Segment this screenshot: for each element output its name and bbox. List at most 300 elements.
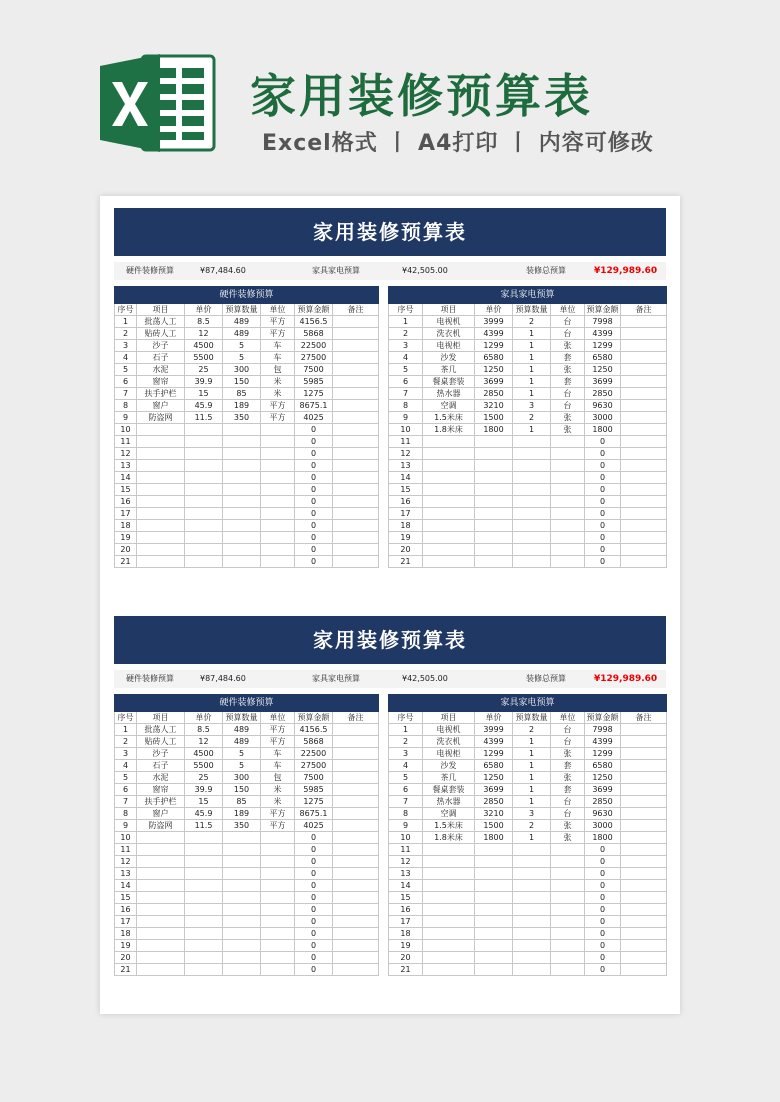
cell-note[interactable]: [621, 784, 667, 796]
cell-item[interactable]: 防盗网: [137, 412, 185, 424]
cell-item[interactable]: 空调: [423, 400, 475, 412]
cell-amount[interactable]: 0: [585, 868, 621, 880]
cell-item[interactable]: [137, 520, 185, 532]
cell-quantity[interactable]: [223, 532, 261, 544]
cell-row-number[interactable]: 16: [389, 904, 423, 916]
cell-unit-price[interactable]: 45.9: [185, 808, 223, 820]
cell-note[interactable]: [333, 904, 379, 916]
cell-note[interactable]: [333, 400, 379, 412]
cell-amount[interactable]: 1800: [585, 832, 621, 844]
cell-quantity[interactable]: 150: [223, 376, 261, 388]
cell-unit[interactable]: 米: [261, 376, 295, 388]
cell-unit[interactable]: [551, 508, 585, 520]
cell-unit-price[interactable]: 45.9: [185, 400, 223, 412]
cell-unit[interactable]: [261, 928, 295, 940]
cell-quantity[interactable]: [513, 952, 551, 964]
cell-unit-price[interactable]: [475, 964, 513, 976]
cell-unit-price[interactable]: [185, 916, 223, 928]
cell-quantity[interactable]: 1: [513, 352, 551, 364]
cell-amount[interactable]: 7998: [585, 316, 621, 328]
cell-note[interactable]: [621, 412, 667, 424]
cell-unit[interactable]: [261, 436, 295, 448]
cell-amount[interactable]: 0: [585, 520, 621, 532]
cell-note[interactable]: [621, 532, 667, 544]
cell-note[interactable]: [621, 892, 667, 904]
cell-item[interactable]: [137, 556, 185, 568]
cell-unit[interactable]: 米: [261, 388, 295, 400]
cell-amount[interactable]: 8675.1: [295, 400, 333, 412]
cell-unit[interactable]: 张: [551, 820, 585, 832]
cell-unit-price[interactable]: 4399: [475, 736, 513, 748]
cell-quantity[interactable]: 300: [223, 772, 261, 784]
cell-row-number[interactable]: 10: [115, 832, 137, 844]
cell-amount[interactable]: 5985: [295, 784, 333, 796]
cell-row-number[interactable]: 20: [389, 544, 423, 556]
cell-amount[interactable]: 1299: [585, 340, 621, 352]
cell-row-number[interactable]: 17: [115, 916, 137, 928]
cell-unit[interactable]: 平方: [261, 736, 295, 748]
cell-unit[interactable]: 张: [551, 424, 585, 436]
cell-amount[interactable]: 0: [585, 892, 621, 904]
cell-note[interactable]: [621, 388, 667, 400]
cell-item[interactable]: [423, 940, 475, 952]
cell-unit[interactable]: [551, 892, 585, 904]
cell-unit-price[interactable]: 1250: [475, 364, 513, 376]
cell-row-number[interactable]: 18: [389, 520, 423, 532]
cell-amount[interactable]: 4156.5: [295, 724, 333, 736]
cell-quantity[interactable]: 189: [223, 400, 261, 412]
cell-row-number[interactable]: 2: [389, 736, 423, 748]
cell-quantity[interactable]: [513, 880, 551, 892]
cell-amount[interactable]: 1800: [585, 424, 621, 436]
cell-amount[interactable]: 9630: [585, 400, 621, 412]
cell-quantity[interactable]: [513, 508, 551, 520]
cell-item[interactable]: 石子: [137, 760, 185, 772]
cell-note[interactable]: [333, 532, 379, 544]
cell-amount[interactable]: 0: [585, 532, 621, 544]
cell-row-number[interactable]: 9: [115, 820, 137, 832]
cell-note[interactable]: [621, 544, 667, 556]
cell-quantity[interactable]: [223, 460, 261, 472]
cell-item[interactable]: 批荡人工: [137, 316, 185, 328]
cell-amount[interactable]: 0: [585, 484, 621, 496]
cell-unit-price[interactable]: [475, 520, 513, 532]
cell-amount[interactable]: 4399: [585, 736, 621, 748]
cell-amount[interactable]: 0: [295, 892, 333, 904]
cell-unit[interactable]: [261, 484, 295, 496]
cell-unit[interactable]: [551, 448, 585, 460]
cell-quantity[interactable]: 2: [513, 820, 551, 832]
cell-row-number[interactable]: 15: [115, 892, 137, 904]
cell-amount[interactable]: 0: [295, 460, 333, 472]
cell-note[interactable]: [621, 472, 667, 484]
cell-row-number[interactable]: 12: [115, 856, 137, 868]
cell-quantity[interactable]: 300: [223, 364, 261, 376]
cell-unit-price[interactable]: [185, 928, 223, 940]
cell-quantity[interactable]: [223, 424, 261, 436]
cell-unit[interactable]: [261, 892, 295, 904]
cell-unit-price[interactable]: 1500: [475, 412, 513, 424]
cell-unit-price[interactable]: 5500: [185, 760, 223, 772]
cell-note[interactable]: [621, 940, 667, 952]
cell-unit-price[interactable]: [475, 844, 513, 856]
cell-amount[interactable]: 0: [295, 952, 333, 964]
cell-amount[interactable]: 1275: [295, 796, 333, 808]
cell-unit-price[interactable]: 11.5: [185, 820, 223, 832]
cell-unit[interactable]: [551, 844, 585, 856]
cell-item[interactable]: [137, 436, 185, 448]
cell-unit-price[interactable]: 4500: [185, 748, 223, 760]
cell-amount[interactable]: 0: [585, 964, 621, 976]
cell-unit-price[interactable]: 3210: [475, 400, 513, 412]
cell-row-number[interactable]: 5: [115, 364, 137, 376]
cell-row-number[interactable]: 4: [389, 352, 423, 364]
cell-item[interactable]: 防盗网: [137, 820, 185, 832]
cell-note[interactable]: [621, 844, 667, 856]
cell-item[interactable]: 空调: [423, 808, 475, 820]
cell-note[interactable]: [621, 808, 667, 820]
cell-item[interactable]: [137, 868, 185, 880]
cell-note[interactable]: [333, 496, 379, 508]
cell-amount[interactable]: 0: [585, 952, 621, 964]
cell-amount[interactable]: 22500: [295, 748, 333, 760]
cell-unit-price[interactable]: [185, 520, 223, 532]
cell-quantity[interactable]: 2: [513, 412, 551, 424]
cell-row-number[interactable]: 18: [115, 928, 137, 940]
cell-amount[interactable]: 0: [585, 472, 621, 484]
cell-quantity[interactable]: 1: [513, 388, 551, 400]
cell-quantity[interactable]: 5: [223, 352, 261, 364]
cell-unit[interactable]: 台: [551, 736, 585, 748]
cell-unit-price[interactable]: [475, 448, 513, 460]
cell-quantity[interactable]: [223, 844, 261, 856]
cell-unit-price[interactable]: [475, 460, 513, 472]
cell-amount[interactable]: 3000: [585, 412, 621, 424]
cell-unit[interactable]: 车: [261, 352, 295, 364]
cell-unit-price[interactable]: 8.5: [185, 316, 223, 328]
cell-amount[interactable]: 1250: [585, 364, 621, 376]
cell-unit-price[interactable]: 1250: [475, 772, 513, 784]
cell-note[interactable]: [621, 328, 667, 340]
cell-unit[interactable]: [551, 964, 585, 976]
cell-unit-price[interactable]: 39.9: [185, 784, 223, 796]
cell-amount[interactable]: 0: [295, 832, 333, 844]
cell-quantity[interactable]: [223, 436, 261, 448]
cell-item[interactable]: 批荡人工: [137, 724, 185, 736]
cell-item[interactable]: [137, 448, 185, 460]
cell-unit[interactable]: 米: [261, 796, 295, 808]
cell-unit-price[interactable]: [475, 436, 513, 448]
cell-amount[interactable]: 2850: [585, 796, 621, 808]
cell-note[interactable]: [333, 448, 379, 460]
cell-unit[interactable]: 平方: [261, 808, 295, 820]
cell-quantity[interactable]: [223, 856, 261, 868]
cell-row-number[interactable]: 19: [115, 532, 137, 544]
cell-quantity[interactable]: [223, 520, 261, 532]
cell-unit[interactable]: [551, 916, 585, 928]
cell-row-number[interactable]: 7: [389, 388, 423, 400]
cell-row-number[interactable]: 12: [389, 448, 423, 460]
cell-quantity[interactable]: 350: [223, 820, 261, 832]
cell-note[interactable]: [621, 556, 667, 568]
cell-item[interactable]: [137, 964, 185, 976]
cell-unit-price[interactable]: [185, 424, 223, 436]
cell-unit[interactable]: [551, 520, 585, 532]
cell-item[interactable]: [423, 508, 475, 520]
cell-amount[interactable]: 27500: [295, 352, 333, 364]
cell-note[interactable]: [333, 328, 379, 340]
cell-note[interactable]: [621, 460, 667, 472]
cell-item[interactable]: 1.5米床: [423, 820, 475, 832]
cell-note[interactable]: [333, 472, 379, 484]
cell-note[interactable]: [333, 352, 379, 364]
cell-unit[interactable]: 张: [551, 772, 585, 784]
cell-unit[interactable]: [261, 532, 295, 544]
cell-row-number[interactable]: 14: [389, 472, 423, 484]
cell-unit[interactable]: [261, 832, 295, 844]
cell-item[interactable]: 贴砖人工: [137, 328, 185, 340]
cell-row-number[interactable]: 13: [389, 868, 423, 880]
cell-unit-price[interactable]: 3999: [475, 316, 513, 328]
cell-item[interactable]: [423, 544, 475, 556]
cell-item[interactable]: 窗户: [137, 808, 185, 820]
cell-quantity[interactable]: 489: [223, 736, 261, 748]
cell-amount[interactable]: 0: [585, 844, 621, 856]
cell-item[interactable]: [137, 904, 185, 916]
cell-item[interactable]: 洗衣机: [423, 328, 475, 340]
cell-unit-price[interactable]: [185, 484, 223, 496]
cell-unit-price[interactable]: [475, 508, 513, 520]
cell-note[interactable]: [621, 820, 667, 832]
cell-unit-price[interactable]: [185, 508, 223, 520]
cell-note[interactable]: [621, 832, 667, 844]
cell-note[interactable]: [621, 364, 667, 376]
cell-unit[interactable]: 包: [261, 364, 295, 376]
cell-quantity[interactable]: 1: [513, 340, 551, 352]
cell-quantity[interactable]: [223, 448, 261, 460]
cell-unit[interactable]: 台: [551, 400, 585, 412]
cell-unit-price[interactable]: [185, 556, 223, 568]
cell-note[interactable]: [333, 892, 379, 904]
cell-unit-price[interactable]: 1800: [475, 424, 513, 436]
cell-unit[interactable]: 张: [551, 340, 585, 352]
cell-amount[interactable]: 0: [295, 448, 333, 460]
cell-quantity[interactable]: 150: [223, 784, 261, 796]
cell-unit[interactable]: 米: [261, 784, 295, 796]
cell-row-number[interactable]: 4: [115, 352, 137, 364]
cell-quantity[interactable]: 1: [513, 796, 551, 808]
cell-item[interactable]: [423, 496, 475, 508]
cell-unit-price[interactable]: 3210: [475, 808, 513, 820]
cell-unit[interactable]: [551, 856, 585, 868]
cell-note[interactable]: [333, 316, 379, 328]
cell-amount[interactable]: 0: [585, 508, 621, 520]
cell-item[interactable]: [423, 556, 475, 568]
cell-quantity[interactable]: 1: [513, 832, 551, 844]
cell-note[interactable]: [621, 448, 667, 460]
cell-note[interactable]: [333, 544, 379, 556]
cell-note[interactable]: [621, 352, 667, 364]
cell-item[interactable]: 电视柜: [423, 340, 475, 352]
cell-unit-price[interactable]: [475, 892, 513, 904]
cell-unit-price[interactable]: [185, 532, 223, 544]
cell-amount[interactable]: 2850: [585, 388, 621, 400]
cell-amount[interactable]: 22500: [295, 340, 333, 352]
cell-unit[interactable]: 张: [551, 748, 585, 760]
cell-note[interactable]: [621, 496, 667, 508]
cell-unit-price[interactable]: [185, 880, 223, 892]
cell-unit-price[interactable]: [475, 928, 513, 940]
cell-note[interactable]: [621, 736, 667, 748]
cell-quantity[interactable]: 1: [513, 424, 551, 436]
cell-quantity[interactable]: [513, 904, 551, 916]
cell-quantity[interactable]: 3: [513, 808, 551, 820]
cell-quantity[interactable]: 1: [513, 772, 551, 784]
cell-unit[interactable]: [261, 448, 295, 460]
cell-item[interactable]: [423, 844, 475, 856]
cell-amount[interactable]: 0: [585, 880, 621, 892]
cell-item[interactable]: [423, 460, 475, 472]
cell-item[interactable]: [137, 928, 185, 940]
cell-unit[interactable]: 车: [261, 760, 295, 772]
cell-item[interactable]: [423, 964, 475, 976]
cell-row-number[interactable]: 21: [115, 964, 137, 976]
cell-unit-price[interactable]: 6580: [475, 352, 513, 364]
cell-item[interactable]: [423, 916, 475, 928]
cell-row-number[interactable]: 1: [389, 316, 423, 328]
cell-unit[interactable]: [551, 952, 585, 964]
cell-unit[interactable]: [261, 904, 295, 916]
cell-item[interactable]: 窗帘: [137, 376, 185, 388]
cell-unit-price[interactable]: 1299: [475, 748, 513, 760]
cell-note[interactable]: [333, 736, 379, 748]
cell-quantity[interactable]: [223, 940, 261, 952]
cell-row-number[interactable]: 3: [389, 748, 423, 760]
cell-quantity[interactable]: 1: [513, 736, 551, 748]
cell-row-number[interactable]: 13: [389, 460, 423, 472]
cell-unit-price[interactable]: 1500: [475, 820, 513, 832]
cell-note[interactable]: [333, 436, 379, 448]
cell-row-number[interactable]: 11: [389, 436, 423, 448]
cell-unit[interactable]: [261, 544, 295, 556]
cell-amount[interactable]: 0: [295, 544, 333, 556]
cell-quantity[interactable]: [513, 532, 551, 544]
cell-unit[interactable]: 台: [551, 796, 585, 808]
cell-row-number[interactable]: 19: [389, 532, 423, 544]
cell-row-number[interactable]: 1: [115, 316, 137, 328]
cell-amount[interactable]: 0: [295, 436, 333, 448]
cell-unit[interactable]: [551, 940, 585, 952]
cell-amount[interactable]: 0: [295, 844, 333, 856]
cell-item[interactable]: 电视机: [423, 724, 475, 736]
cell-quantity[interactable]: [223, 928, 261, 940]
cell-note[interactable]: [333, 964, 379, 976]
cell-item[interactable]: 水泥: [137, 772, 185, 784]
cell-quantity[interactable]: [513, 892, 551, 904]
cell-row-number[interactable]: 1: [389, 724, 423, 736]
cell-note[interactable]: [333, 340, 379, 352]
cell-item[interactable]: [137, 460, 185, 472]
cell-note[interactable]: [333, 724, 379, 736]
cell-item[interactable]: 餐桌套装: [423, 784, 475, 796]
cell-row-number[interactable]: 19: [115, 940, 137, 952]
cell-item[interactable]: 热水器: [423, 796, 475, 808]
cell-note[interactable]: [333, 796, 379, 808]
cell-row-number[interactable]: 10: [389, 424, 423, 436]
cell-quantity[interactable]: [513, 484, 551, 496]
cell-note[interactable]: [333, 820, 379, 832]
cell-note[interactable]: [333, 484, 379, 496]
cell-item[interactable]: [137, 844, 185, 856]
cell-note[interactable]: [621, 724, 667, 736]
cell-quantity[interactable]: 3: [513, 400, 551, 412]
cell-row-number[interactable]: 4: [389, 760, 423, 772]
cell-item[interactable]: [137, 916, 185, 928]
cell-row-number[interactable]: 2: [115, 328, 137, 340]
cell-note[interactable]: [333, 928, 379, 940]
cell-quantity[interactable]: 189: [223, 808, 261, 820]
cell-amount[interactable]: 0: [295, 880, 333, 892]
cell-quantity[interactable]: [513, 472, 551, 484]
cell-item[interactable]: 电视机: [423, 316, 475, 328]
cell-note[interactable]: [621, 436, 667, 448]
cell-note[interactable]: [333, 364, 379, 376]
cell-unit-price[interactable]: [185, 868, 223, 880]
cell-note[interactable]: [333, 412, 379, 424]
cell-unit[interactable]: 台: [551, 328, 585, 340]
cell-row-number[interactable]: 5: [115, 772, 137, 784]
cell-row-number[interactable]: 14: [115, 880, 137, 892]
cell-unit-price[interactable]: [185, 904, 223, 916]
cell-row-number[interactable]: 15: [389, 892, 423, 904]
cell-row-number[interactable]: 12: [115, 448, 137, 460]
cell-unit-price[interactable]: [185, 496, 223, 508]
cell-quantity[interactable]: 85: [223, 796, 261, 808]
cell-unit-price[interactable]: [185, 952, 223, 964]
cell-row-number[interactable]: 16: [389, 496, 423, 508]
cell-note[interactable]: [621, 916, 667, 928]
cell-unit[interactable]: 包: [261, 772, 295, 784]
cell-item[interactable]: 餐桌套装: [423, 376, 475, 388]
cell-unit-price[interactable]: 15: [185, 796, 223, 808]
cell-quantity[interactable]: 1: [513, 784, 551, 796]
cell-note[interactable]: [621, 964, 667, 976]
cell-amount[interactable]: 0: [295, 520, 333, 532]
cell-item[interactable]: [137, 496, 185, 508]
cell-unit[interactable]: 车: [261, 340, 295, 352]
cell-quantity[interactable]: [223, 868, 261, 880]
cell-item[interactable]: 窗户: [137, 400, 185, 412]
cell-row-number[interactable]: 15: [389, 484, 423, 496]
cell-unit[interactable]: 平方: [261, 328, 295, 340]
cell-item[interactable]: 茶几: [423, 364, 475, 376]
cell-amount[interactable]: 0: [585, 856, 621, 868]
cell-quantity[interactable]: [513, 460, 551, 472]
cell-amount[interactable]: 0: [295, 856, 333, 868]
cell-item[interactable]: 洗衣机: [423, 736, 475, 748]
cell-note[interactable]: [621, 316, 667, 328]
cell-amount[interactable]: 0: [295, 508, 333, 520]
cell-amount[interactable]: 1275: [295, 388, 333, 400]
cell-item[interactable]: 沙发: [423, 352, 475, 364]
cell-row-number[interactable]: 5: [389, 364, 423, 376]
cell-item[interactable]: 贴砖人工: [137, 736, 185, 748]
cell-unit[interactable]: [261, 508, 295, 520]
cell-unit[interactable]: 平方: [261, 724, 295, 736]
cell-unit[interactable]: 套: [551, 376, 585, 388]
cell-amount[interactable]: 0: [295, 964, 333, 976]
cell-note[interactable]: [621, 340, 667, 352]
